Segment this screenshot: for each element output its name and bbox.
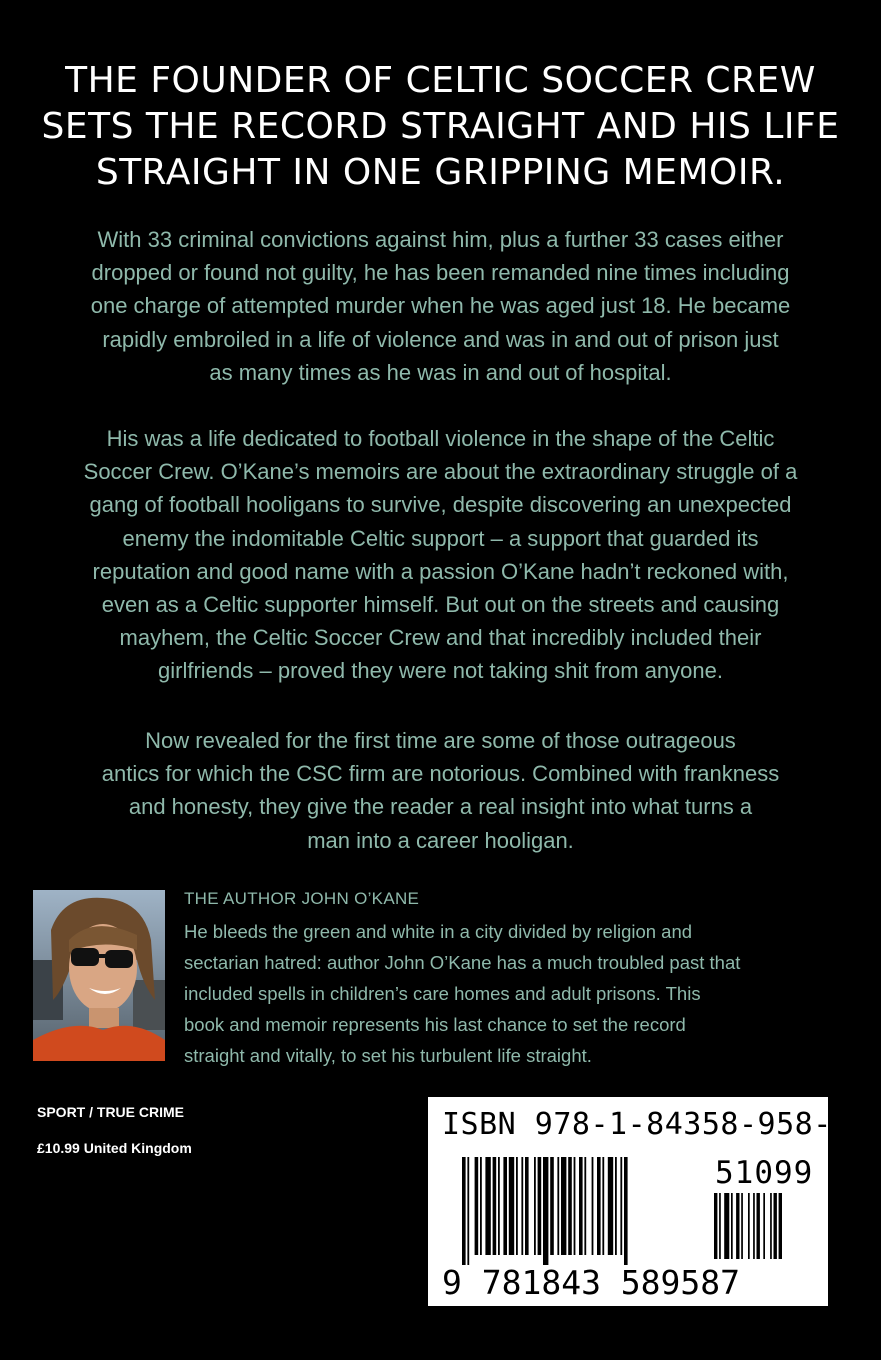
- blurb-line: mayhem, the Celtic Soccer Crew and that incredibly included their: [119, 625, 762, 651]
- barcode-bar: [485, 1157, 490, 1255]
- barcode-bar: [579, 1157, 583, 1255]
- barcode-bar: [534, 1157, 536, 1255]
- blurb-line: antics for which the CSC firm are notorious. Combined with frankness: [101, 761, 780, 787]
- addon-bar: [724, 1193, 729, 1259]
- blurb-line: enemy the indomitable Celtic support – a support that guarded its: [122, 525, 759, 551]
- blurb-paragraph-1: [30, 223, 851, 389]
- addon-bar: [779, 1193, 782, 1259]
- barcode-bar: [543, 1157, 548, 1265]
- blurb-line: girlfriends – proved they were not taking shit from anyone.: [158, 658, 723, 684]
- addon-bar: [731, 1193, 733, 1259]
- addon-bar: [770, 1193, 772, 1259]
- price-label: £10.99 United Kingdom: [37, 1140, 192, 1156]
- barcode-bar: [538, 1157, 542, 1255]
- blurb-line: as many times as he was in and out of hospital.: [209, 359, 672, 385]
- addon-bar: [753, 1193, 755, 1259]
- blurb-line: man into a career hooligan.: [307, 827, 574, 853]
- author-photo: [33, 890, 165, 1061]
- barcode-bar: [516, 1157, 518, 1255]
- barcode-bar: [493, 1157, 497, 1255]
- addon-bar: [763, 1193, 765, 1259]
- barcode-bar: [498, 1157, 500, 1255]
- barcode-bar: [550, 1157, 554, 1255]
- barcode-bar: [475, 1157, 479, 1255]
- author-bio: [184, 916, 844, 1071]
- blurb-paragraph-3: [30, 724, 851, 857]
- headline-line: SETS THE RECORD STRAIGHT AND HIS LIFE: [41, 106, 840, 147]
- barcode-bar: [480, 1157, 482, 1255]
- author-bio-line: book and memoir represents his last chance to set the record: [184, 1014, 686, 1035]
- author-bio-line: sectarian hatred: author John O’Kane has a much troubled past that: [184, 952, 741, 973]
- headline-line: THE FOUNDER OF CELTIC SOCCER CREW: [65, 60, 816, 101]
- addon-bar: [757, 1193, 760, 1259]
- author-bio-line: included spells in children’s care homes and adult prisons. This: [184, 983, 701, 1004]
- addon-bar: [741, 1193, 743, 1259]
- blurb-line: reputation and good name with a passion O’Kane hadn’t reckoned with,: [92, 558, 789, 584]
- ean-digits: 9 781843 589587: [442, 1263, 741, 1302]
- headline: [20, 58, 861, 196]
- barcode-bar: [620, 1157, 622, 1255]
- barcode-bar: [521, 1157, 523, 1255]
- category-label: SPORT / TRUE CRIME: [37, 1104, 185, 1120]
- author-bio-line: He bleeds the green and white in a city divided by religion and: [184, 921, 693, 942]
- blurb-line: rapidly embroiled in a life of violence and was in and out of prison just: [102, 326, 779, 352]
- barcode-bar: [509, 1157, 514, 1255]
- barcode-bar: [574, 1157, 576, 1255]
- blurb-line: Soccer Crew. O’Kane’s memoirs are about the extraordinary struggle of a: [83, 459, 798, 485]
- barcode-bar: [584, 1157, 586, 1255]
- barcode-bar: [602, 1157, 604, 1255]
- addon-bar: [748, 1193, 750, 1259]
- blurb-line: His was a life dedicated to football violence in the shape of the Celtic: [106, 426, 775, 451]
- blurb-line: gang of football hooligans to survive, despite discovering an unexpected: [89, 492, 792, 518]
- headline-line: STRAIGHT IN ONE GRIPPING MEMOIR.: [95, 152, 786, 193]
- blurb-line: and honesty, they give the reader a real insight into what turns a: [128, 794, 753, 820]
- addon-bar: [714, 1193, 717, 1259]
- barcode-bar: [568, 1157, 572, 1255]
- addon-bar: [719, 1193, 721, 1259]
- blurb-line: even as a Celtic supporter himself. But out on the streets and causing: [101, 592, 780, 618]
- barcode-bar: [462, 1157, 466, 1265]
- blurb-line: With 33 criminal convictions against him, plus a further 33 cases either: [97, 227, 784, 252]
- barcode-bar: [525, 1157, 529, 1255]
- addon-digits: 51099: [715, 1155, 814, 1191]
- barcode-bar: [467, 1157, 469, 1265]
- author-heading: THE AUTHOR JOHN O’KANE: [184, 889, 420, 908]
- barcode-bar: [557, 1157, 559, 1255]
- blurb-line: one charge of attempted murder when he was aged just 18. He became: [90, 293, 791, 319]
- barcode-bar: [597, 1157, 601, 1255]
- blurb-line: Now revealed for the first time are some of those outrageous: [145, 728, 736, 753]
- barcode-bar: [624, 1157, 628, 1265]
- addon-bar: [736, 1193, 739, 1259]
- barcode-bar: [503, 1157, 507, 1255]
- isbn-text: ISBN 978-1-84358-958-7: [442, 1107, 851, 1142]
- author-bio-line: straight and vitally, to set his turbulent life straight.: [184, 1045, 592, 1066]
- blurb-line: dropped or found not guilty, he has been remanded nine times including: [91, 260, 790, 286]
- blurb-paragraph-2: [30, 422, 851, 688]
- barcode-bar: [608, 1157, 613, 1255]
- barcode-bar: [561, 1157, 566, 1255]
- barcode-box: [428, 1097, 851, 1306]
- addon-bar: [774, 1193, 777, 1259]
- barcode-bar: [615, 1157, 617, 1255]
- author-portrait-icon: [33, 890, 165, 1061]
- barcode-bar: [592, 1157, 594, 1255]
